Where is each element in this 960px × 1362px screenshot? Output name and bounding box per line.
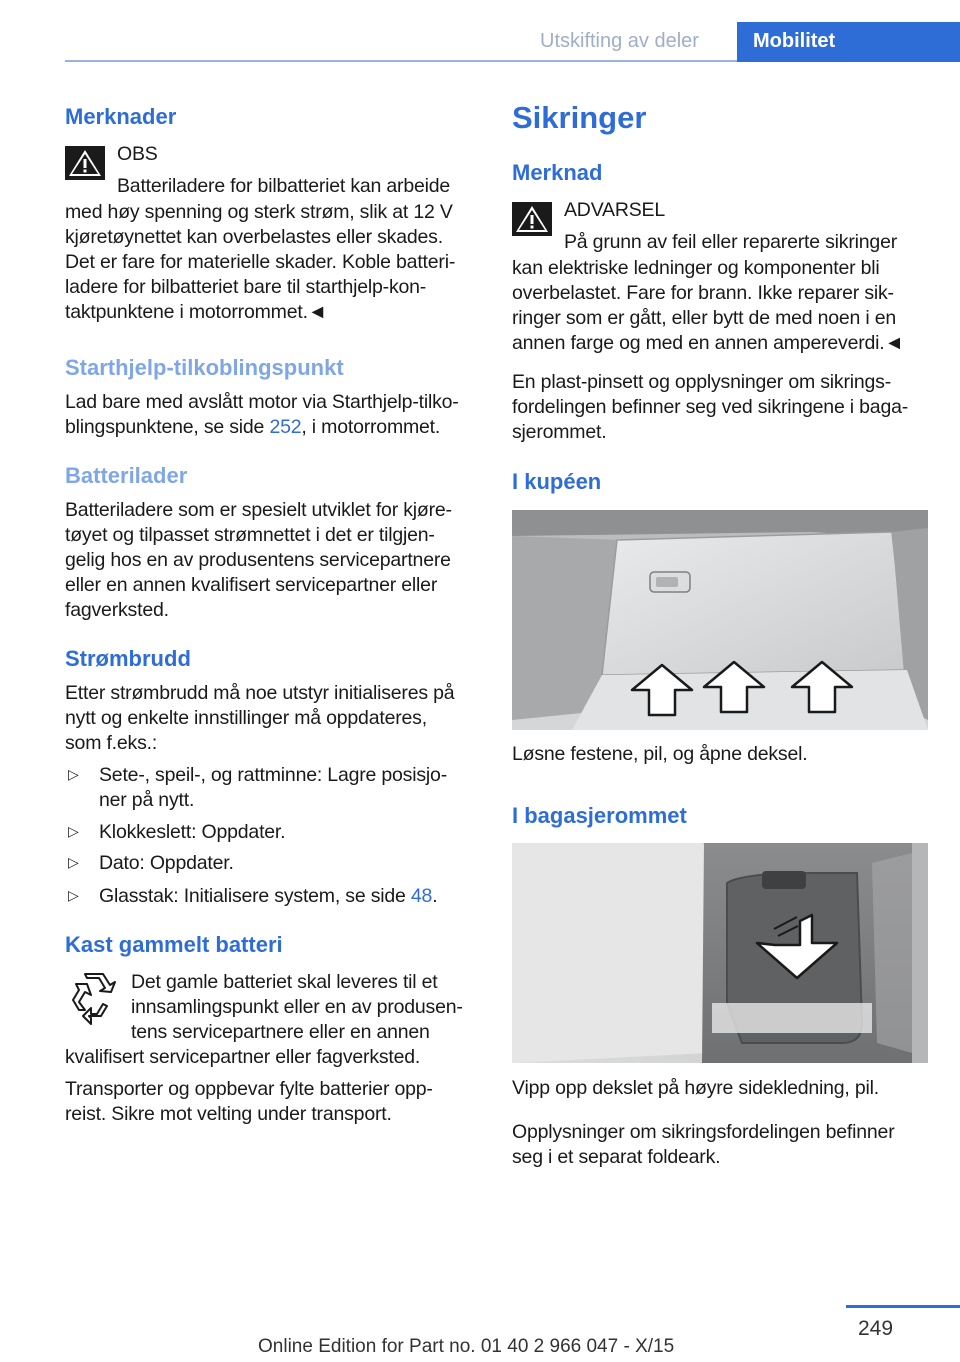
warning-icon xyxy=(65,146,105,180)
footer-rule xyxy=(846,1305,960,1308)
final-line-2: seg i et separat foldeark. xyxy=(512,1146,721,1168)
dispose-heading: Kast gammelt batteri xyxy=(65,932,283,957)
bullet-marker: ▷ xyxy=(68,854,79,870)
charger-line-3: gelig hos en av produsentens servicepartnere xyxy=(65,549,451,571)
trunk-caption: Vipp opp dekslet på høyre sidekledning, pil. xyxy=(512,1077,879,1099)
jump-start-line-1: Lad bare med avslått motor via Starthjelp-tilko- xyxy=(65,391,459,413)
page-number: 249 xyxy=(858,1317,894,1340)
outage-line-2: nytt og enkelte innstillinger må oppdateres, xyxy=(65,707,427,729)
transport-line-1: Transporter og oppbevar fylte batterier opp- xyxy=(65,1078,433,1100)
trunk-side-panel-image xyxy=(512,843,928,1063)
bullet-3: Dato: Oppdater. xyxy=(99,852,234,874)
charger-heading: Batterilader xyxy=(65,463,188,488)
jump-start-line-2: blingspunktene, se side 252, i motorrommet. xyxy=(65,416,441,438)
bullet-1-line-2: ner på nytt. xyxy=(99,789,195,811)
page-link-48[interactable]: 48 xyxy=(410,885,433,907)
info-line-2: fordelingen befinner seg ved sikringene i baga- xyxy=(512,396,909,418)
cabin-heading: I kupéen xyxy=(512,469,602,494)
cabin-caption: Løsne festene, pil, og åpne deksel. xyxy=(512,743,808,765)
fuses-title: Sikringer xyxy=(512,100,647,135)
edition-footer: Online Edition for Part no. 01 40 2 966 047 - X/15 xyxy=(258,1336,675,1357)
caution-line-6: taktpunktene i motorrommet.◄ xyxy=(65,301,327,323)
caution-line-3: kjøretøynettet kan overbelastes eller skades. xyxy=(65,226,443,248)
charger-line-2: tøyet og tilpasset strømnettet i det er tilgjen- xyxy=(65,524,435,546)
warning-icon xyxy=(512,202,552,236)
recycle-icon xyxy=(65,970,121,1026)
dispose-line-1: Det gamle batteriet skal leveres til et xyxy=(131,971,438,993)
warning-line-1: På grunn av feil eller reparerte sikringer xyxy=(564,231,898,253)
caution-line-4: Det er fare for materielle skader. Koble batteri- xyxy=(65,251,456,273)
outage-line-1: Etter strømbrudd må noe utstyr initialiseres på xyxy=(65,682,455,704)
notes-heading: Merknader xyxy=(65,104,177,129)
dispose-line-2: innsamlingspunkt eller en av produsen- xyxy=(131,996,463,1018)
charger-line-4: eller en annen kvalifisert servicepartner eller xyxy=(65,574,438,596)
outage-heading: Strømbrudd xyxy=(65,646,191,671)
outage-line-3: som f.eks.: xyxy=(65,732,158,754)
header-tab xyxy=(737,22,960,62)
charger-line-1: Batteriladere som er spesielt utviklet for kjøre- xyxy=(65,499,452,521)
trunk-heading: I bagasjerommet xyxy=(512,803,687,828)
dispose-line-3: tens servicepartnere eller en annen xyxy=(131,1021,430,1043)
bullet-1-line-1: Sete-, speil-, og rattminne: Lagre posisjo- xyxy=(99,764,447,786)
cabin-glovebox-image xyxy=(512,510,928,730)
info-line-1: En plast-pinsett og opplysninger om sikrings- xyxy=(512,371,892,393)
transport-line-2: reist. Sikre mot velting under transport. xyxy=(65,1103,392,1125)
caution-line-5: ladere for bilbatteriet bare til starthjelp-kon- xyxy=(65,276,427,298)
caution-line-1: Batteriladere for bilbatteriet kan arbeide xyxy=(117,175,451,197)
header-section-title: Utskifting av deler xyxy=(540,30,699,52)
charger-line-5: fagverksted. xyxy=(65,599,169,621)
caution-label: OBS xyxy=(117,143,158,165)
bullet-marker: ▷ xyxy=(68,887,79,903)
bullet-marker: ▷ xyxy=(68,766,79,782)
fuse-note-heading: Merknad xyxy=(512,160,603,185)
caution-line-2: med høy spenning og sterk strøm, slik at 12 V xyxy=(65,201,453,223)
page-link-252[interactable]: 252 xyxy=(269,416,302,438)
info-line-3: sjerommet. xyxy=(512,421,607,443)
warning-line-2: kan elektriske ledninger og komponenter bli xyxy=(512,257,880,279)
bullet-2: Klokkeslett: Oppdater. xyxy=(99,821,286,843)
final-line-1: Opplysninger om sikringsfordelingen befinner xyxy=(512,1121,895,1143)
warning-line-4: ringer som er gått, eller bytt de med noen i en xyxy=(512,307,897,329)
warning-label: ADVARSEL xyxy=(564,199,665,221)
bullet-4: Glasstak: Initialisere system, se side 48. xyxy=(99,885,438,907)
dispose-line-4: kvalifisert servicepartner eller fagverksted. xyxy=(65,1046,421,1068)
bullet-marker: ▷ xyxy=(68,823,79,839)
warning-line-3: overbelastet. Fare for brann. Ikke reparer sik- xyxy=(512,282,894,304)
header-tab-label: Mobilitet xyxy=(753,30,836,52)
jump-start-heading: Starthjelp-tilkoblingspunkt xyxy=(65,355,344,380)
warning-line-5: annen farge og med en annen ampereverdi.◄ xyxy=(512,332,904,354)
